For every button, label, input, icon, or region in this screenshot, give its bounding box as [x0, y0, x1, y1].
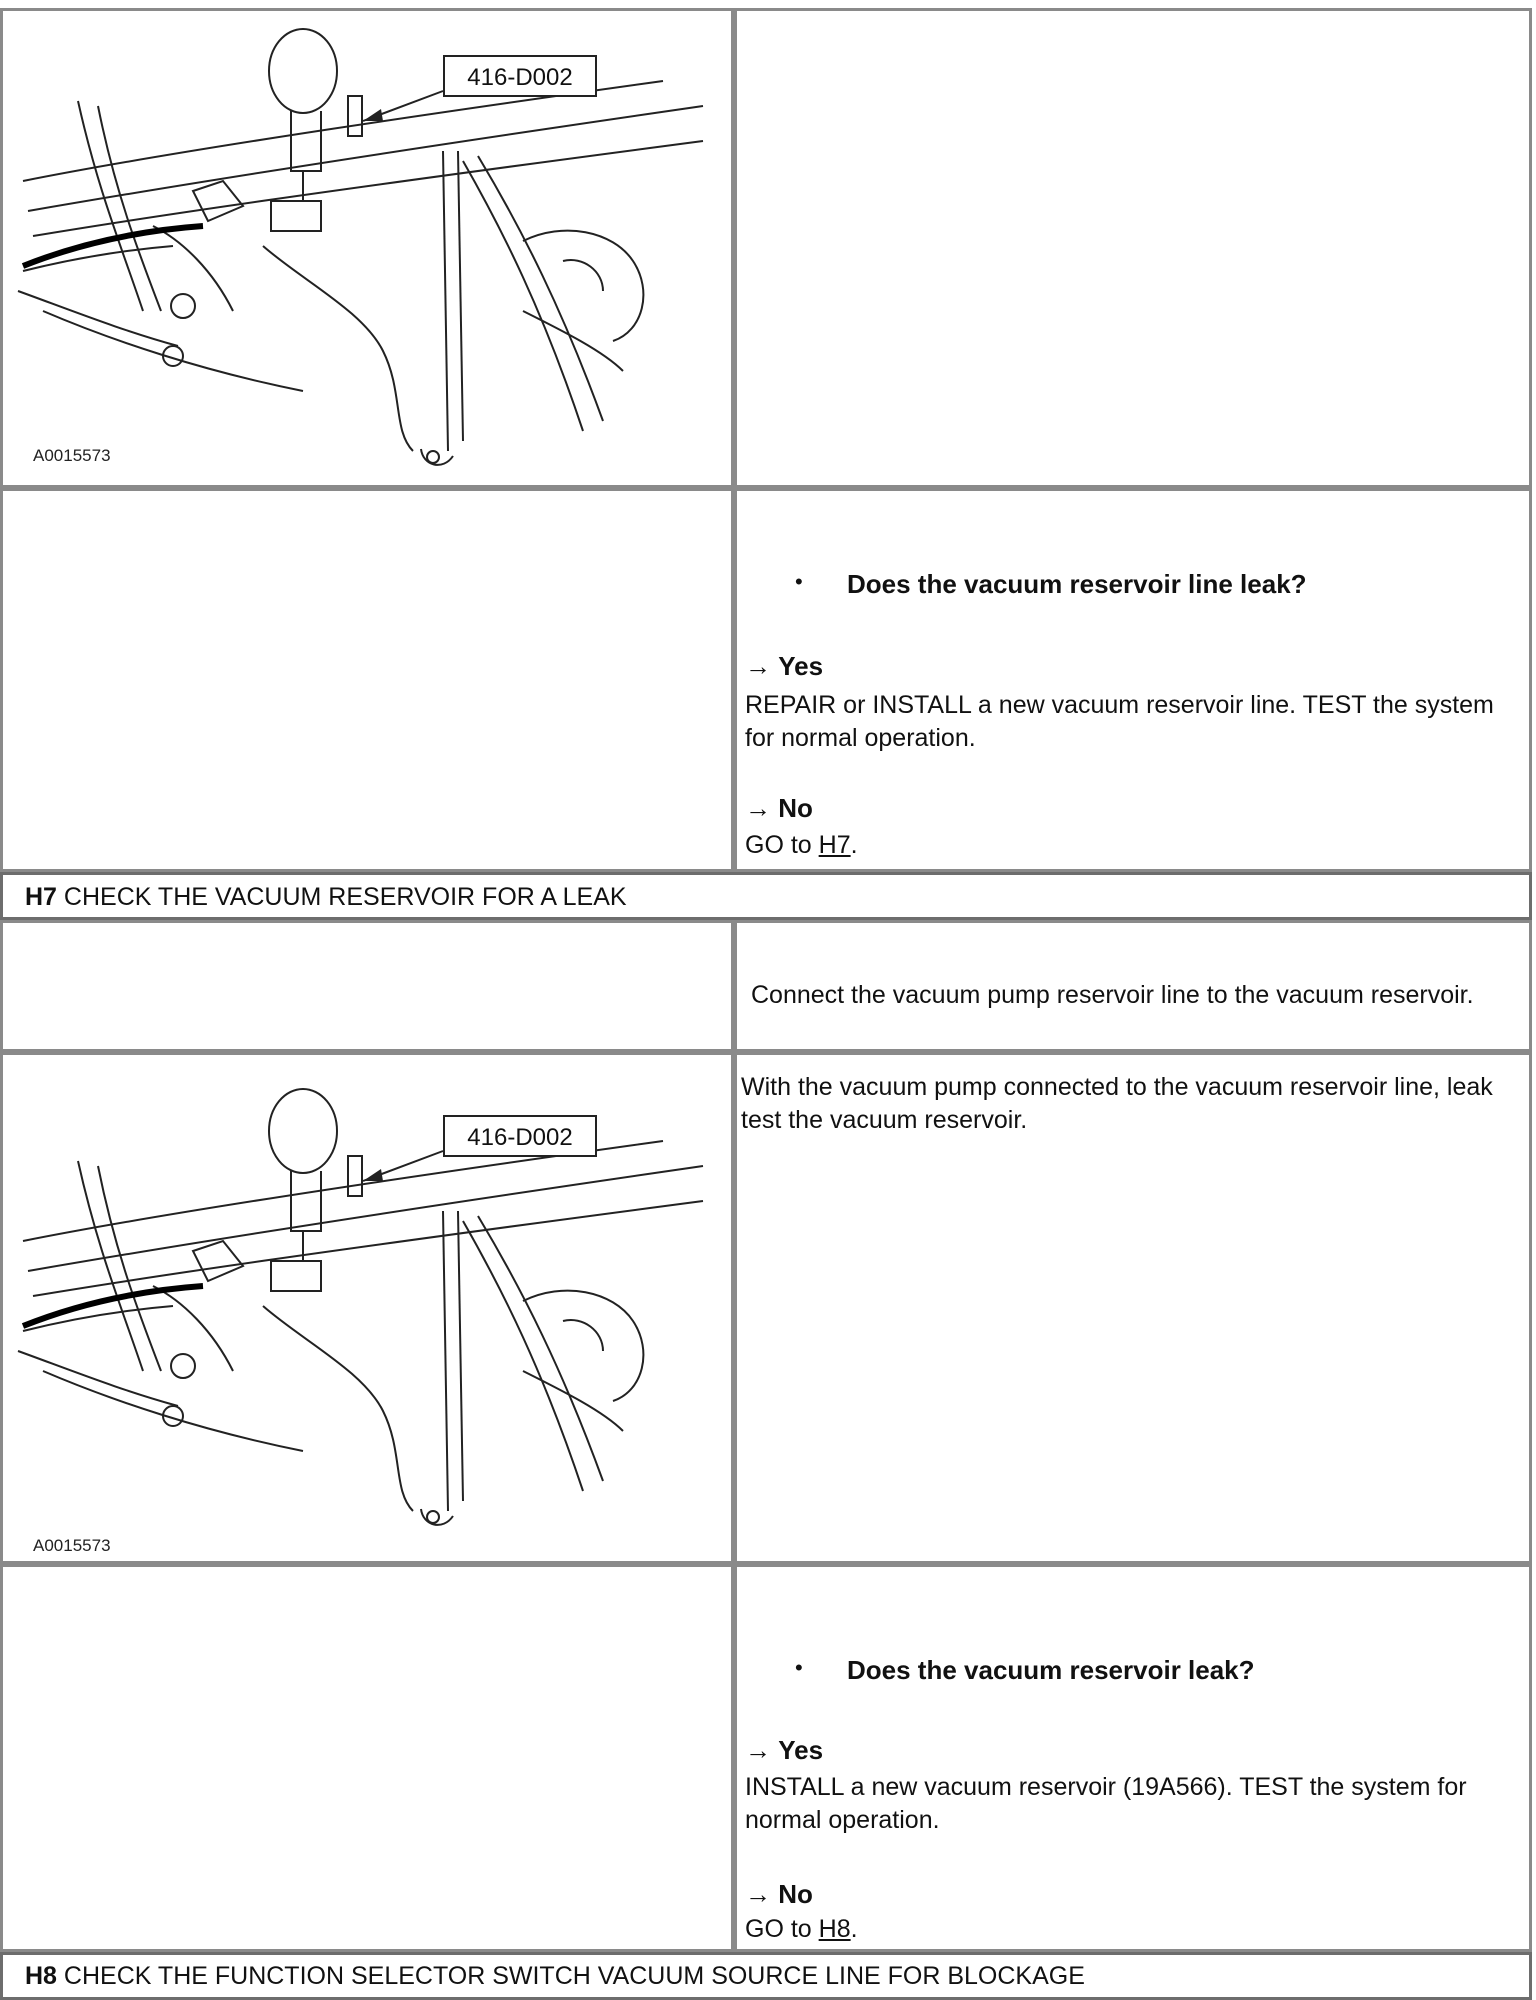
step1-cell	[734, 920, 1532, 1052]
figure-code: A0015573	[33, 1536, 111, 1555]
h8-header	[25, 1962, 1085, 1991]
question-cell-2	[734, 1564, 1532, 1952]
figure-code: A0015573	[33, 446, 111, 465]
yes-line	[745, 1735, 823, 1766]
h7-id: H7	[25, 883, 57, 911]
figure-cell-1	[0, 8, 734, 488]
no-action	[745, 829, 858, 862]
no-label: No	[778, 793, 813, 823]
arrow-icon: →	[745, 793, 771, 823]
bullet-icon: •	[795, 569, 803, 594]
no-action	[745, 1913, 858, 1946]
h8-id: H8	[25, 1962, 57, 1990]
empty-cell-3	[0, 920, 734, 1052]
question-cell-1	[734, 488, 1532, 872]
goto-h7-link[interactable]: H7	[818, 831, 851, 859]
yes-action: INSTALL a new vacuum reservoir (19A566). TEST the system for normal operation.	[745, 1773, 1467, 1834]
vacuum-pump-figure-2	[3, 1071, 731, 1555]
empty-cell-4	[0, 1564, 734, 1952]
no-suffix: .	[850, 1915, 858, 1943]
arrow-icon: →	[745, 1735, 771, 1765]
callout-label: 416-D002	[467, 64, 573, 91]
h8-title: CHECK THE FUNCTION SELECTOR SWITCH VACUUM SOURCE LINE FOR BLOCKAGE	[63, 1962, 1085, 1990]
figure-cell-2	[0, 1052, 734, 1564]
yes-label: Yes	[778, 1735, 824, 1765]
arrow-icon: →	[745, 651, 771, 681]
h7-header	[25, 883, 627, 912]
no-line	[745, 793, 813, 824]
step2-text: With the vacuum pump connected to the vacuum reservoir line, leak test the vacuum reservoir.	[741, 1073, 1493, 1134]
question-text: Does the vacuum reservoir leak?	[847, 1655, 1255, 1685]
h8-header-row	[0, 1952, 1532, 2000]
bullet-icon: •	[795, 1655, 803, 1680]
yes-label: Yes	[778, 651, 824, 681]
arrow-icon: →	[745, 1879, 771, 1909]
goto-h8-link[interactable]: H8	[818, 1915, 851, 1943]
vacuum-pump-figure-1	[3, 11, 731, 485]
no-suffix: .	[850, 831, 858, 859]
no-label: No	[778, 1879, 813, 1909]
question-text: Does the vacuum reservoir line leak?	[847, 569, 1307, 599]
no-prefix: GO to	[745, 831, 819, 859]
h7-title: CHECK THE VACUUM RESERVOIR FOR A LEAK	[63, 883, 627, 911]
yes-action: REPAIR or INSTALL a new vacuum reservoir line. TEST the system for normal operation.	[745, 691, 1494, 752]
empty-cell-1	[734, 8, 1532, 488]
step1-text: Connect the vacuum pump reservoir line to the vacuum reservoir.	[751, 981, 1474, 1009]
h7-header-row	[0, 872, 1532, 920]
step2-cell	[734, 1052, 1532, 1564]
no-line	[745, 1879, 813, 1910]
no-prefix: GO to	[745, 1915, 819, 1943]
callout-label: 416-D002	[467, 1124, 573, 1151]
yes-line	[745, 651, 823, 682]
empty-cell-2	[0, 488, 734, 872]
